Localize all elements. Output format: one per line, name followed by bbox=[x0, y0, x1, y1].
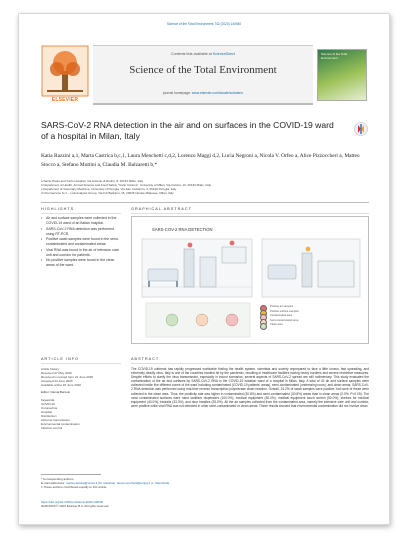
publisher-name: ELSEVIER bbox=[51, 97, 79, 103]
affiliation: d Chemservice S.r.l. - Lab Analysis Group, Via F.lli Beltrami, 15, 20026 Novate Milanese, Milan, Italy bbox=[41, 191, 174, 196]
abstract-text: The COVID-19 outbreak has rapidly progressed worldwide finding the health system, scientists and society unprepared to face a little known, fast spreading, and extremely deadly virus. Italy is one of the countries hardest hit by the pandemic, resulting in healthcare facilities having heavy burdens and severe restrictive measures. Despite efforts to clarify the virus transmission, especially in indoor scenarios, several aspects of SARS-CoV-2 spread are still rudimentary. This study evaluated the contamination of the air and surfaces by SARS-CoV-2 RNA in the COVID-19 isolation ward of a hospital in Milan, Italy. A total of 42 air and surface samples were collected inside five different zones of the ward including contaminated (COVID-19 patients' areas), semi-contaminated (undressing room), and clean areas. SARS-CoV-2 RNA detection was performed using real-time reverse transcription polymerase chain reaction. Overall, 24.2% of swab samples were positive, but none of these were collected in the clean area. Thus, the positivity rate was higher in contaminated (30.8%) and semi-contaminated (30.8%) areas than in clean areas (0.0%; P<0.05). The most contaminated surfaces were hand sanitizer dispensers (100.0%), medical equipment (50.0%), medical equipment touch screen (50.0%), shelves for medical equipment (40.0%), bedrails (33.3%), and door handles (25.0%). All the air samples collected from the contaminated area, namely the intensive care unit and corridor, were positive while viral RNA was not detected in other semi-contaminated or clean areas. These results showed that environmental contamination did not involve clean bbox=[131, 367, 369, 408]
equal-contribution-note: 1 These authors contributed equally to this article. bbox=[41, 485, 108, 489]
legend-entry bbox=[260, 319, 364, 322]
legend-label: Semi-contaminated area bbox=[270, 318, 299, 322]
highlights-list bbox=[41, 216, 121, 269]
cover-label: Science of the Total Environment bbox=[321, 52, 348, 60]
footnote-rule bbox=[41, 474, 101, 475]
divider bbox=[131, 213, 369, 214]
paper-page bbox=[18, 13, 390, 525]
keyword: Environmental contamination bbox=[41, 422, 80, 427]
divider bbox=[131, 363, 369, 364]
legend-entry bbox=[260, 314, 364, 317]
history-item: Available online 26 June 2020 bbox=[41, 383, 81, 388]
divider bbox=[41, 213, 121, 214]
legend-entry bbox=[260, 323, 364, 326]
highlight-item: • No positive samples were found in the clean areas of the ward. bbox=[41, 258, 121, 268]
legend-label: Contaminated area bbox=[270, 314, 293, 318]
affiliation: c Department of Veterinary Medicine, University of Perugia, Via San Costanzo, 4, 06126 Perugia, Italy bbox=[41, 187, 177, 192]
elsevier-tree-logo bbox=[41, 45, 89, 105]
history-item: Received in revised form 24 June 2020 bbox=[41, 375, 94, 380]
keyword: Hospital bbox=[41, 409, 52, 414]
abstract-heading: ABSTRACT bbox=[131, 357, 160, 361]
journal-homepage bbox=[93, 91, 313, 95]
divider bbox=[41, 202, 369, 203]
affiliation: b Department of Health, Animal Science and Food Safety "Carlo Cantoni", University of Milan, Via Celoria, 10, 20133 Milan, Italy bbox=[41, 183, 211, 188]
history-item: Accepted 24 June 2020 bbox=[41, 379, 73, 384]
graphical-abstract[interactable] bbox=[131, 216, 369, 344]
highlight-item: • Air and surface samples were collected in the COVID-19 ward of an Italian hospital. bbox=[41, 216, 121, 226]
highlights-heading: HIGHLIGHTS bbox=[41, 207, 75, 211]
history-item: Received 27 May 2020 bbox=[41, 371, 72, 376]
highlight-item: • Positive swab samples were found in the semi-contaminated and contaminated areas. bbox=[41, 237, 121, 247]
editor-line: Editor: Damia Barcelo bbox=[41, 390, 71, 395]
divider bbox=[41, 363, 121, 364]
sciencedirect-link[interactable]: ScienceDirect bbox=[212, 52, 235, 56]
graphical-abstract-title: SARS-COV-2 RNA DETECTION bbox=[152, 227, 213, 232]
homepage-prefix: journal homepage: bbox=[162, 91, 192, 95]
contents-prefix: Contents lists available at bbox=[171, 52, 213, 56]
contents-line bbox=[93, 52, 313, 56]
footnotes bbox=[41, 477, 241, 489]
doi-link[interactable]: https://doi.org/10.1016/j.scitotenv.2020.140540 bbox=[41, 500, 104, 504]
ga-legend bbox=[260, 305, 364, 328]
affiliation: a Santo Paolo and Carlo Hospital, Via Antonio di Rudini, 8, 20142 Milan, Italy bbox=[41, 179, 144, 183]
journal-title: Science of the Total Environment bbox=[129, 64, 277, 76]
legend-entry bbox=[260, 305, 364, 308]
article-info-heading: ARTICLE INFO bbox=[41, 357, 80, 361]
history-label: Article history: bbox=[41, 367, 60, 371]
keyword: Infection control bbox=[41, 426, 63, 431]
corresponding-note: * Corresponding authors. bbox=[41, 477, 75, 481]
legend-label: Positive air samples bbox=[270, 305, 294, 308]
keywords-label: Keywords: bbox=[41, 397, 56, 402]
affiliations bbox=[41, 179, 363, 195]
article-info bbox=[41, 367, 125, 430]
highlight-item: • SARS-CoV-2 RNA detection was performed using RT-PCR. bbox=[41, 227, 121, 237]
legend-label: Clean area bbox=[270, 323, 283, 327]
journal-citation[interactable]: Science of the Total Environment 742 (2020) 140540 bbox=[166, 22, 242, 26]
legend-entry bbox=[260, 310, 364, 313]
keyword: Coronavirus bbox=[41, 405, 58, 410]
keyword: Airborne transmission bbox=[41, 418, 71, 423]
email-label: E-mail addresses: bbox=[41, 481, 66, 485]
graphical-abstract-heading: GRAPHICAL ABSTRACT bbox=[131, 207, 192, 211]
keyword: COVID-19 bbox=[41, 401, 55, 406]
highlight-item: • Viral RNA was found in the air of intensive care unit and corridor for patients. bbox=[41, 248, 121, 258]
keyword: Disinfection bbox=[41, 413, 57, 418]
journal-banner bbox=[93, 45, 313, 105]
email-links[interactable]: marta.castrica@unimi.it (M. Castrica), laura.menchetti@unipg.it (L. Menchetti). bbox=[65, 481, 171, 485]
journal-header bbox=[41, 45, 369, 105]
doi-block bbox=[41, 500, 281, 508]
homepage-link[interactable]: www.elsevier.com/locate/scitotenv bbox=[191, 91, 244, 95]
crossmark-icon[interactable] bbox=[354, 122, 368, 136]
journal-cover-image bbox=[317, 49, 367, 101]
legend-label: Positive surface samples bbox=[270, 309, 299, 313]
article-title: SARS-CoV-2 RNA detection in the air and on surfaces in the COVID-19 ward of a hospital in Milan, Italy bbox=[41, 120, 334, 141]
author-list: Katia Razzini a,1, Marta Castrica b,c,1, Laura Menchetti c,d,2, Lorenzo Maggi d,2, Lucia Negroni a, Nicola V. Orfeo a, Alice Pizzoccheri a, Matteo Stocco a, Stefano Muttini a, Claudia M. Balzaretti b,* bbox=[41, 153, 360, 168]
rights-line: 0048-9697/© 2020 Elsevier B.V. All rights reserved. bbox=[41, 504, 110, 508]
